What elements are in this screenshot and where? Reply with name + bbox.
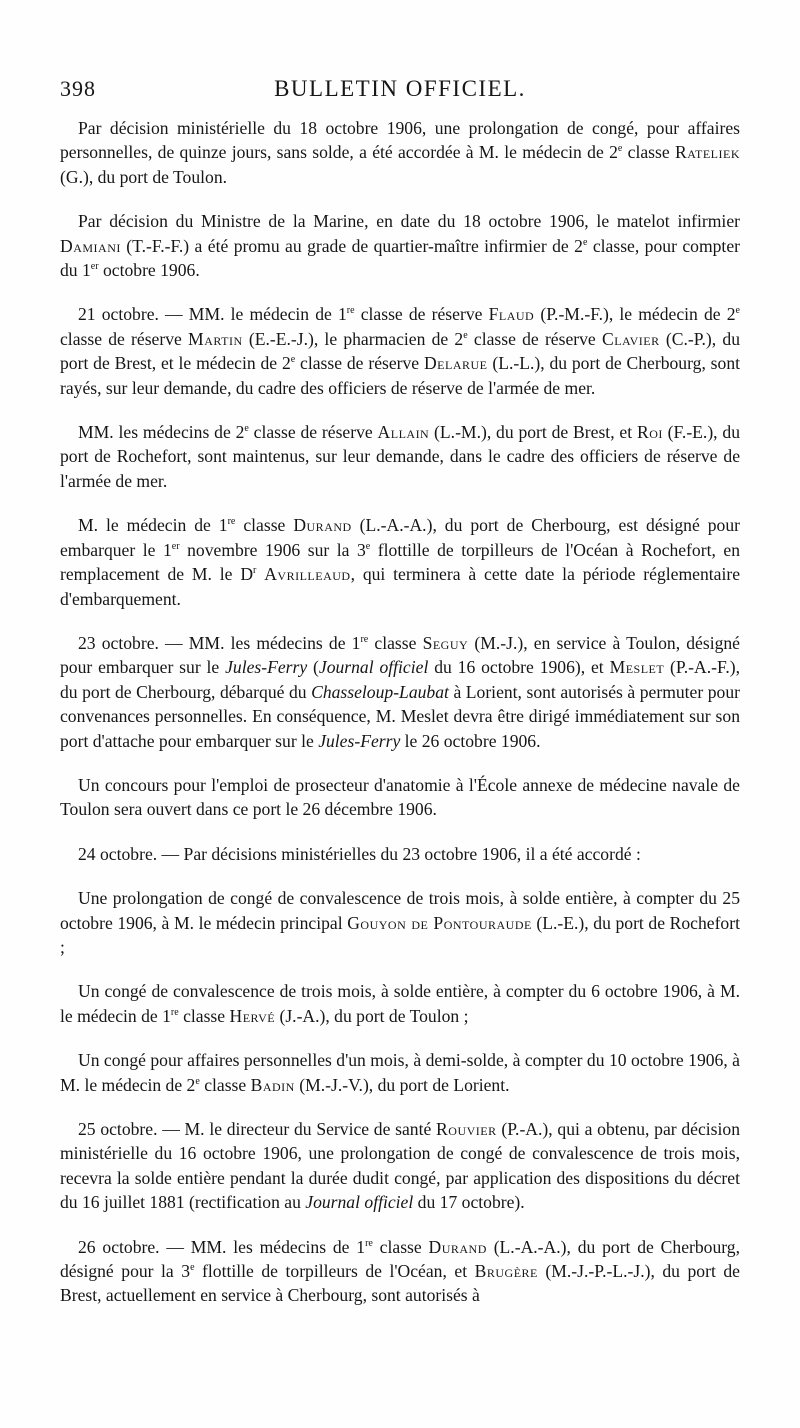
paragraph-p13 [60,1235,740,1308]
superscript: e [290,354,296,366]
person-name: Martin [188,328,243,349]
text-run: classe de réserve [467,328,602,349]
person-name: Rateliek [674,142,741,163]
text-run: (M.-J.), en service à Toulon, désigné pour embarquer sur le [60,632,740,678]
person-name: Roi [636,422,663,443]
text-run: du 16 octobre 1906), et [428,657,610,678]
text-run: (P.-A.), qui a obtenu, par décision ministérielle du 16 octobre 1906, une prolongation de congé de convalescence de trois mois, recevra la solde entière pendant la durée dudit congé, par application des dispositions du décret du 16 juillet 1881 (rectification au [60,1119,741,1213]
text-run: (L.-A.-A.), du port de Cherbourg, est désigné pour embarquer le 1 [60,515,740,560]
superscript: re [365,1237,373,1249]
paragraph-p3 [60,302,740,400]
text-run: (L.-L.), du port de Cherbourg, sont rayés, sur leur demande, du cadre des officiers de réserve de l'armée de mer. [60,353,741,398]
paragraph-p10 [60,979,740,1028]
superscript: re [346,305,355,317]
text-run: (G.), du port de Toulon. [60,166,228,187]
person-name: Durand [428,1236,487,1257]
page-header [60,76,740,106]
person-name: Damiani [60,235,121,256]
person-name: Rouvier [436,1119,497,1139]
person-name: Seguy [422,632,469,653]
person-name: Durand [293,515,352,536]
text-run: flottille de torpilleurs de l'Océan, et [194,1261,475,1282]
text-run: (T.-F.-F.) a été promu au grade de quartier-maître infirmier de 2 [120,235,583,256]
paragraph-p8 [60,842,740,866]
text-run: à Lorient, sont autorisés à permuter pour convenances personnelles. En conséquence, M. Meslet devra être dirigé immédiatement sur son port d'attache pour embarquer sur le [60,681,740,751]
text-run: classe [235,515,294,536]
superscript: e [195,1075,200,1087]
paragraph-p5 [60,513,740,611]
italic-title: Jules-Ferry [318,730,401,751]
text-run: 21 octobre. — MM. le médecin de 1 [78,304,347,325]
paragraph-p12 [60,1117,740,1215]
superscript: e [617,143,623,155]
italic-title: Jules-Ferry [225,657,308,678]
superscript: re [170,1006,179,1018]
text-run: novembre 1906 sur la 3 [179,539,366,560]
italic-title: Chasseloup-Laubat [311,681,449,702]
text-run: du 17 octobre). [413,1192,525,1213]
paragraph-p6 [60,631,740,753]
person-name: Delarue [423,353,488,374]
text-run: Un concours pour l'emploi de prosecteur d'anatomie à l'École annexe de médecine navale de Toulon sera ouvert dans ce port le 26 décembre 1906. [60,774,740,820]
italic-title: Journal officiel [318,657,429,678]
person-name: Meslet [609,657,665,678]
text-run: 26 octobre. — MM. les médecins de 1 [78,1236,366,1257]
text-run: classe [199,1074,251,1095]
paragraph-p1 [60,116,740,189]
person-name: Allain [377,422,430,443]
superscript: er [90,261,99,273]
superscript: e [463,329,468,341]
page-number: 398 [60,76,96,101]
text-run: , qui terminera à cette date la période réglementaire d'embarquement. [60,564,740,609]
person-name: Flaud [488,304,535,325]
italic-title: Journal officiel [305,1192,414,1213]
text-run: (F.-E.), du port de Rochefort, sont maintenus, sur leur demande, dans le cadre des officiers de réserve de l'armée de mer. [60,422,740,491]
paragraph-p9 [60,886,740,959]
text-run: classe [178,1005,230,1026]
text-run: Par décision du Ministre de la Marine, en date du 18 octobre 1906, le matelot infirmier [78,211,740,232]
text-run: Une prolongation de congé de convalescence de trois mois, à solde entière, à compter du 25 octobre 1906, à M. le médecin principal [60,888,740,933]
text-run: octobre 1906. [98,260,200,281]
text-run: classe, pour compter du 1 [60,235,740,281]
text-run: classe de réserve [60,328,189,349]
text-run: (E.-E.-J.), le pharmacien de 2 [242,328,464,349]
superscript: e [735,305,740,317]
text-run: (M.-J.-V.), du port de Lorient. [294,1074,510,1095]
superscript: e [365,540,371,552]
paragraph-p4 [60,420,740,493]
person-name: Hervé [229,1005,276,1026]
text-run: Par décision ministérielle du 18 octobre 1906, une prolongation de congé, pour affaires personnelles, de quinze jours, sans solde, a été accordée à M. le médecin de 2 [60,118,740,163]
person-name: Avrilleaud [264,564,351,585]
superscript: r [253,565,257,577]
text-run: 23 octobre. — MM. les médecins de 1 [78,632,361,653]
superscript: re [360,634,369,646]
text-run: (M.-J.-P.-L.-J.), du port de Brest, actuellement en service à Cherbourg, sont autorisés à [60,1261,740,1306]
text-run: MM. les médecins de 2 [78,422,245,443]
text-run: classe [622,142,675,163]
person-name: Brugère [474,1261,538,1282]
text-run: classe [368,632,423,653]
person-name: Badin [250,1074,295,1095]
superscript: e [582,236,588,248]
paragraph-p2 [60,209,740,282]
text-run: (C.-P.), du port de Brest, et le médecin de 2 [60,328,740,374]
text-run: Un congé de convalescence de trois mois, à solde entière, à compter du 6 octobre 1906, à M. le médecin de 1 [60,981,740,1026]
person-name: Clavier [601,328,660,349]
text-run: classe de réserve [295,353,424,374]
text-run: 25 octobre. — M. le directeur du Service de santé [78,1119,437,1139]
paragraph-p11 [60,1048,740,1097]
text-run: (L.-A.-A.), du port de Cherbourg, désigné pour la 3 [60,1236,740,1282]
text-run: (J.-A.), du port de Toulon ; [275,1005,469,1026]
superscript: e [244,423,249,435]
person-name: Gouyon de Pontouraude [347,912,532,933]
text-run: (L.-E.), du port de Rochefort ; [60,912,740,957]
text-run: classe de réserve [248,422,378,443]
text-run: (P.-A.-F.), du port de Cherbourg, débarqué du [60,657,741,702]
text-run: flottille de torpilleurs de l'Océan à Rochefort, en remplacement de M. le D [60,539,741,585]
superscript: e [190,1262,195,1274]
superscript: re [227,516,236,528]
text-run: 24 octobre. — Par décisions ministérielles du 23 octobre 1906, il a été accordé : [78,843,641,864]
superscript: er [171,540,180,552]
text-run: Un congé pour affaires personnelles d'un mois, à demi-solde, à compter du 10 octobre 1906, à M. le médecin de 2 [60,1050,740,1095]
text-run: classe de réserve [354,304,489,325]
document-body [60,116,740,1328]
text-run: classe [372,1236,429,1257]
text-run: (L.-M.), du port de Brest, et [429,422,637,443]
text-run: (P.-M.-F.), le médecin de 2 [534,304,736,325]
page-title: BULLETIN OFFICIEL. [274,76,526,101]
paragraph-p7 [60,773,740,822]
text-run: ( [307,657,319,678]
text-run: M. le médecin de 1 [78,515,228,536]
text-run: le 26 octobre 1906. [400,730,541,751]
